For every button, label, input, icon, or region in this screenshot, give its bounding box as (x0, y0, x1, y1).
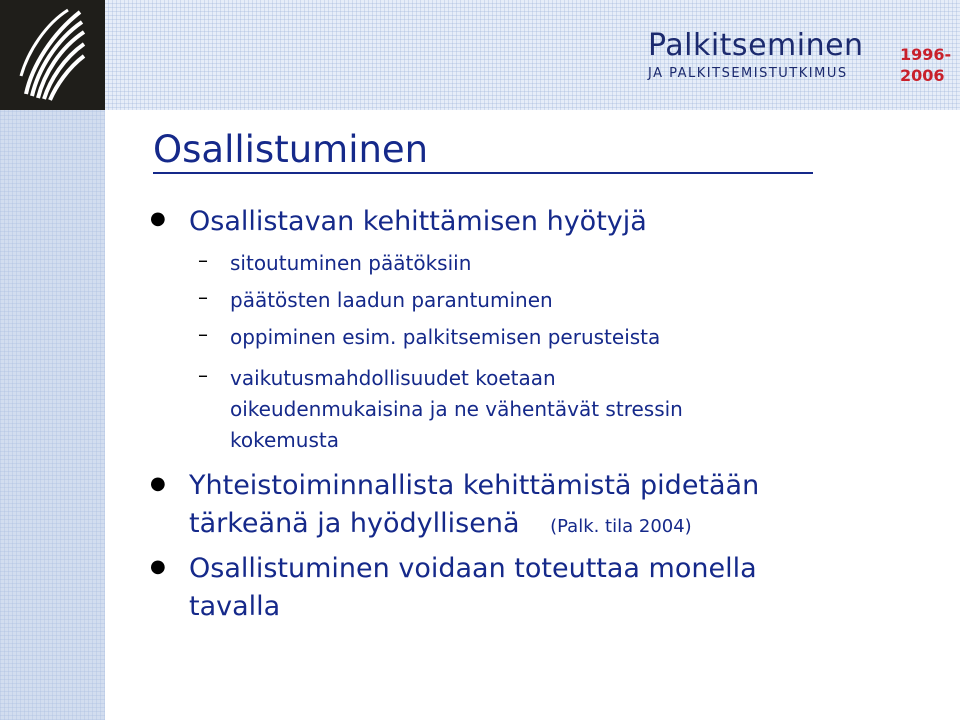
bullet-1-text: Osallistavan kehittämisen hyötyjä (189, 206, 647, 237)
brand-years (900, 44, 951, 86)
dash-marker: – (198, 363, 208, 387)
bullet-3-line1: Osallistuminen voidaan toteuttaa monella (189, 553, 757, 584)
bullet-marker: ● (150, 556, 166, 577)
brand-years-start: 1996- (900, 45, 952, 64)
subitem-4-line2: oikeudenmukaisina ja ne vähentävät stressin (230, 397, 683, 421)
dash-marker: – (198, 322, 208, 346)
bullet-2-citation: (Palk. tila 2004) (550, 516, 692, 537)
subitem-3: oppiminen esim. palkitsemisen perusteista (230, 325, 661, 349)
bullet-2-line1: Yhteistoiminnallista kehittämistä pidetään (189, 470, 760, 501)
subitem-4-line3: kokemusta (230, 428, 339, 452)
bullet-2-line2 (189, 505, 692, 546)
brand-name: Palkitseminen (648, 28, 864, 63)
brand-header (648, 28, 953, 86)
dash-marker: – (198, 248, 208, 272)
subitem-2: päätösten laadun parantuminen (230, 288, 553, 312)
left-decorative-band (0, 110, 105, 720)
logo-block (0, 0, 105, 110)
bullet-2-line2-text: tärkeänä ja hyödyllisenä (189, 508, 520, 539)
dash-marker: – (198, 285, 208, 309)
subitem-4-line1: vaikutusmahdollisuudet koetaan (230, 366, 556, 390)
brand-years-end: 2006 (900, 66, 945, 85)
slide-title: Osallistuminen (153, 128, 813, 174)
brand-subtitle: JA PALKITSEMISTUTKIMUS (648, 66, 848, 81)
bullet-3-line2: tavalla (189, 591, 281, 622)
bullet-marker: ● (150, 473, 166, 494)
organization-logo-icon (18, 6, 88, 106)
subitem-1: sitoutuminen päätöksiin (230, 251, 472, 275)
bullet-marker: ● (150, 208, 166, 229)
